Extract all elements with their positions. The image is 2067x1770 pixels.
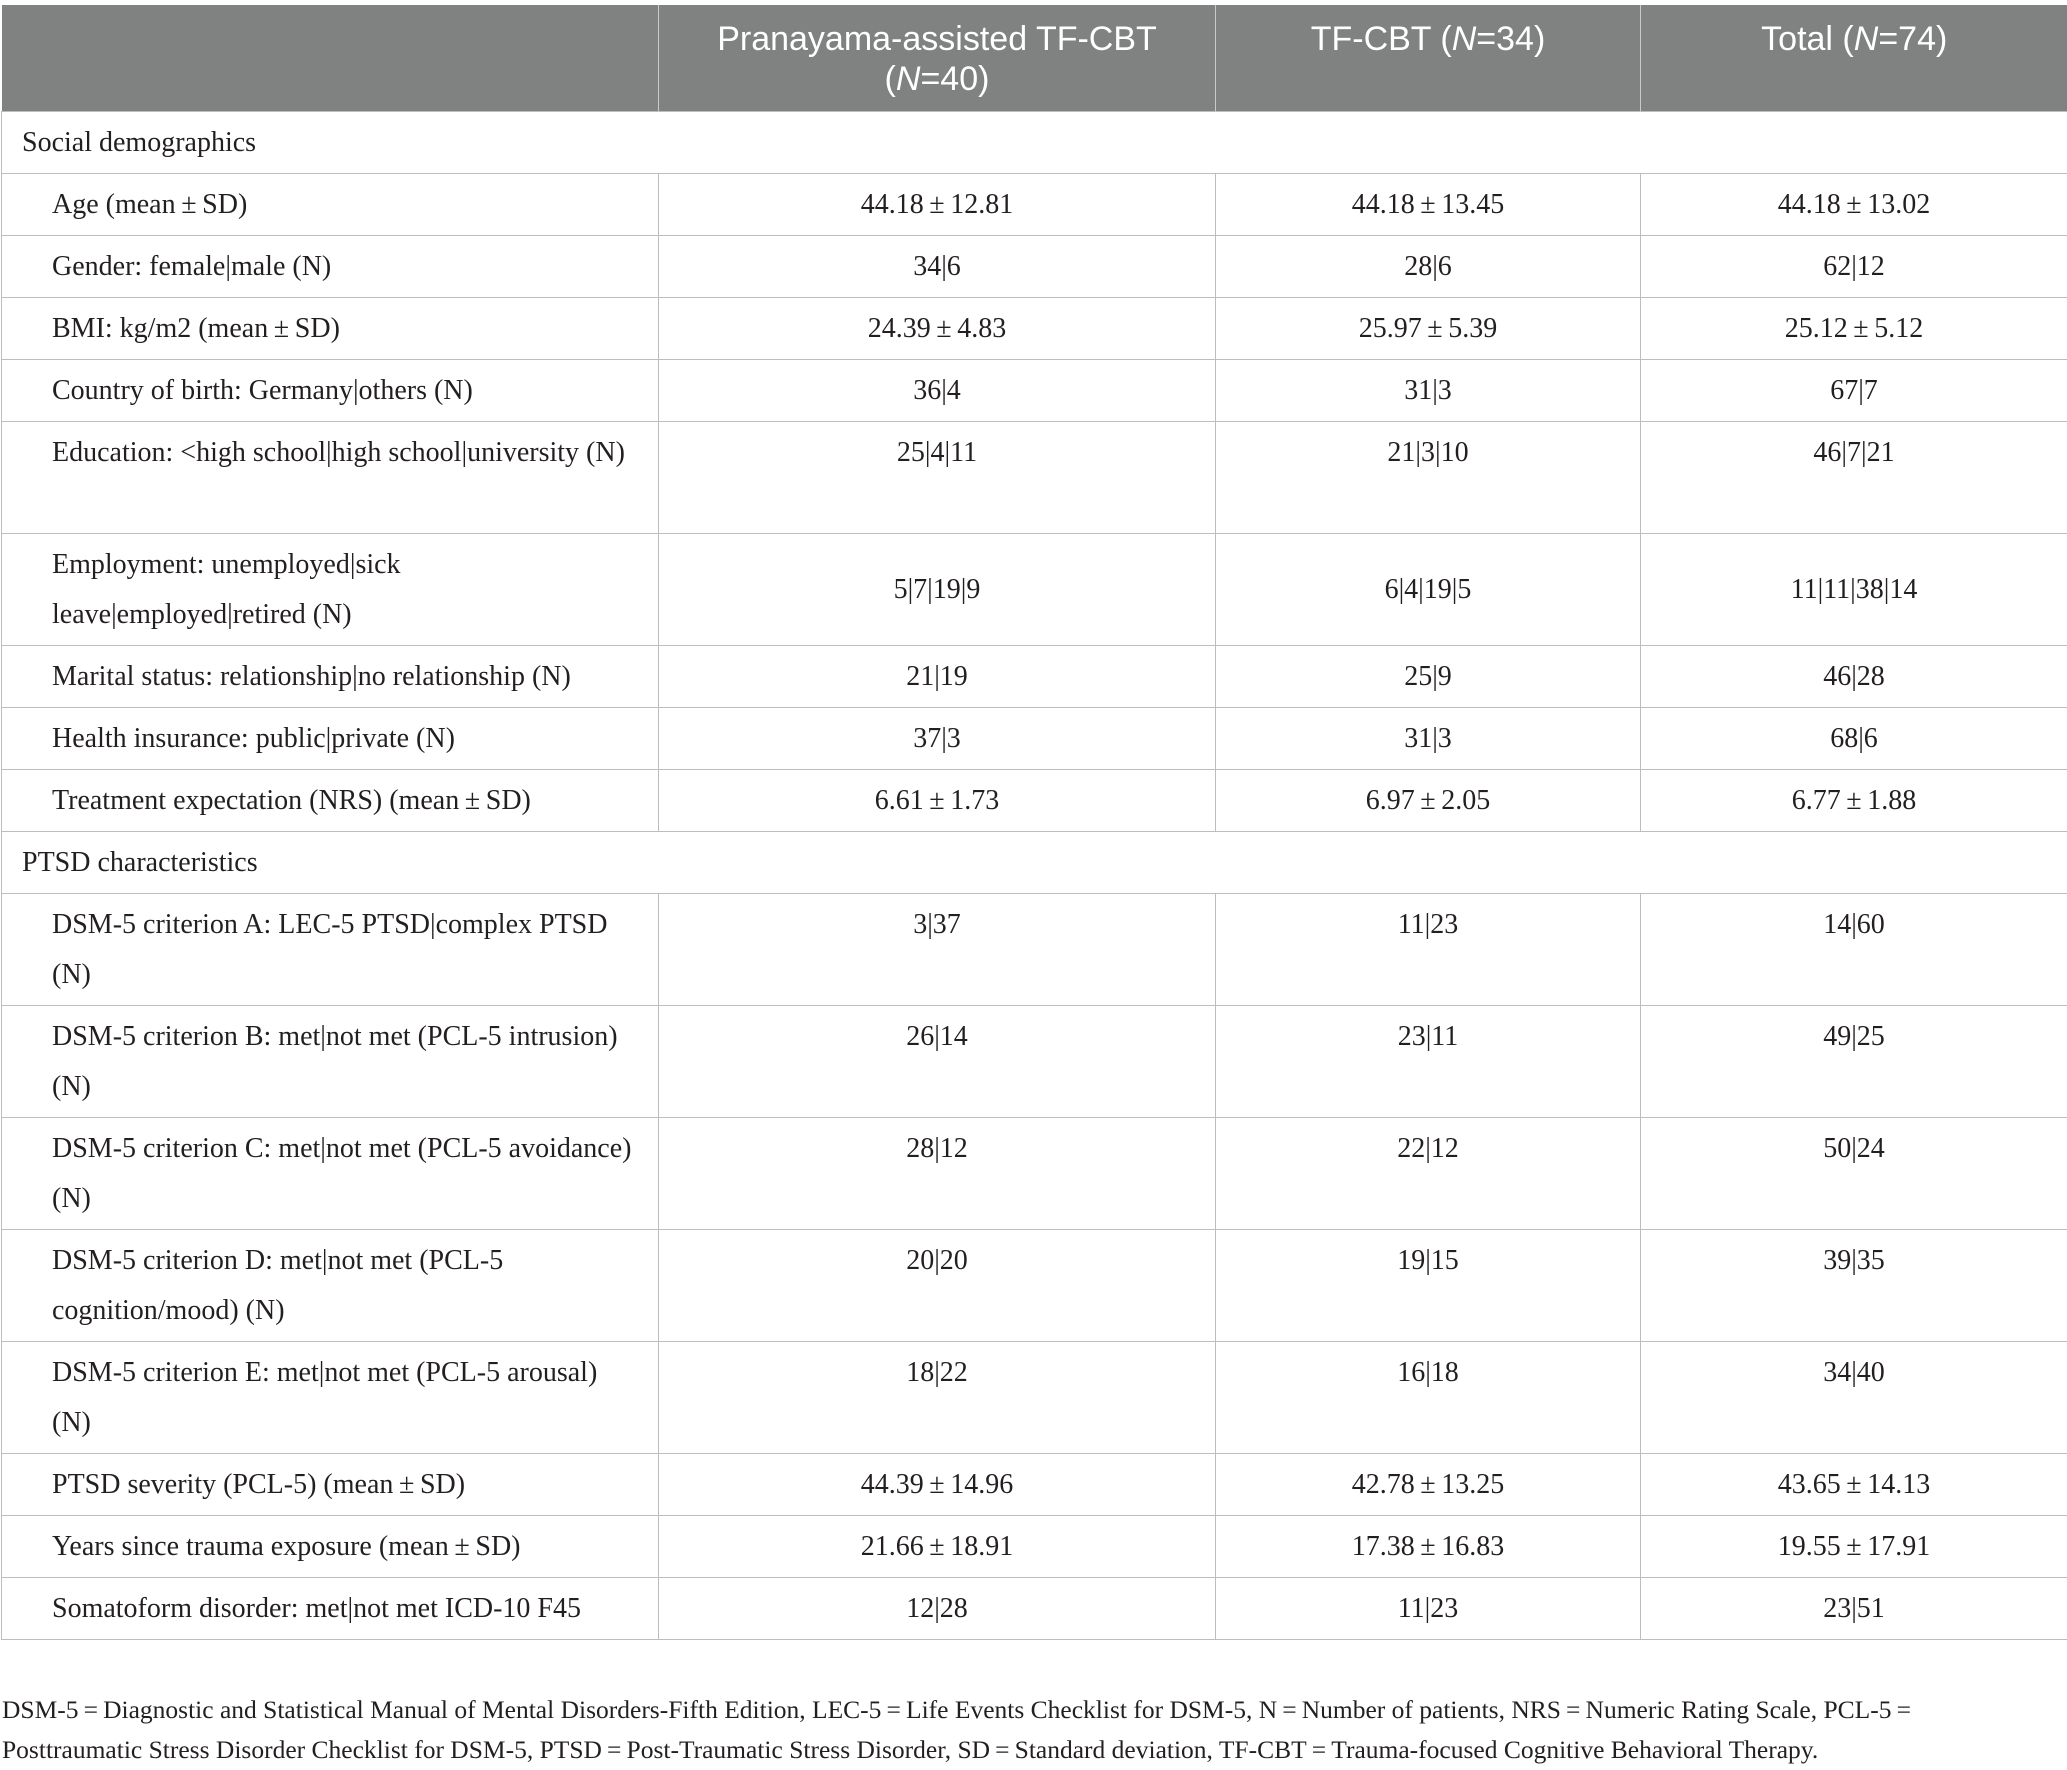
cell-tfcbt: 44.18 ± 13.45 <box>1216 174 1641 236</box>
table-row <box>2 894 2067 1006</box>
cell-tfcbt: 17.38 ± 16.83 <box>1216 1516 1641 1578</box>
cell-pranayama: 25|4|11 <box>659 422 1216 534</box>
demographics-table <box>1 5 2067 1640</box>
cell-total: 25.12 ± 5.12 <box>1641 298 2067 360</box>
cell-tfcbt: 21|3|10 <box>1216 422 1641 534</box>
cell-total: 46|7|21 <box>1641 422 2067 534</box>
row-label: Gender: female|male (N) <box>2 236 659 298</box>
table-row <box>2 646 2067 708</box>
cell-pranayama: 18|22 <box>659 1342 1216 1454</box>
header-pranayama-title: Pranayama-assisted TF-CBT <box>717 20 1157 58</box>
section-row-social-demographics <box>2 112 2067 174</box>
cell-tfcbt: 23|11 <box>1216 1006 1641 1118</box>
cell-total: 19.55 ± 17.91 <box>1641 1516 2067 1578</box>
cell-tfcbt: 6.97 ± 2.05 <box>1216 770 1641 832</box>
table-row <box>2 770 2067 832</box>
cell-pranayama: 20|20 <box>659 1230 1216 1342</box>
cell-total: 46|28 <box>1641 646 2067 708</box>
row-label: DSM-5 criterion E: met|not met (PCL-5 arousal) (N) <box>2 1342 659 1454</box>
header-tfcbt-n-symbol: N <box>1451 20 1477 58</box>
table-row <box>2 1454 2067 1516</box>
row-label: Education: <high school|high school|university (N) <box>2 422 659 534</box>
row-label: DSM-5 criterion C: met|not met (PCL-5 avoidance) (N) <box>2 1118 659 1230</box>
cell-total: 43.65 ± 14.13 <box>1641 1454 2067 1516</box>
header-pranayama-n-value: =40) <box>920 60 990 98</box>
header-tfcbt-n-value: =34) <box>1476 20 1546 58</box>
cell-total: 14|60 <box>1641 894 2067 1006</box>
row-label: DSM-5 criterion A: LEC-5 PTSD|complex PTSD (N) <box>2 894 659 1006</box>
cell-tfcbt: 6|4|19|5 <box>1216 534 1641 646</box>
table-row <box>2 298 2067 360</box>
header-total <box>1641 5 2067 112</box>
cell-pranayama: 5|7|19|9 <box>659 534 1216 646</box>
table-row <box>2 1516 2067 1578</box>
cell-pranayama: 21|19 <box>659 646 1216 708</box>
cell-total: 6.77 ± 1.88 <box>1641 770 2067 832</box>
section-title: PTSD characteristics <box>2 832 2067 894</box>
header-total-n-value: =74) <box>1878 20 1948 58</box>
table-row <box>2 1342 2067 1454</box>
table-row <box>2 236 2067 298</box>
cell-total: 62|12 <box>1641 236 2067 298</box>
table-row <box>2 422 2067 534</box>
header-pranayama-n-symbol: N <box>895 60 921 98</box>
cell-pranayama: 12|28 <box>659 1578 1216 1640</box>
cell-pranayama: 3|37 <box>659 894 1216 1006</box>
cell-tfcbt: 25|9 <box>1216 646 1641 708</box>
row-label: Employment: unemployed|sick leave|employed|retired (N) <box>2 534 659 646</box>
cell-pranayama: 26|14 <box>659 1006 1216 1118</box>
cell-pranayama: 28|12 <box>659 1118 1216 1230</box>
cell-total: 39|35 <box>1641 1230 2067 1342</box>
header-label-column <box>2 5 659 112</box>
cell-tfcbt: 28|6 <box>1216 236 1641 298</box>
row-label: PTSD severity (PCL-5) (mean ± SD) <box>2 1454 659 1516</box>
row-label: Treatment expectation (NRS) (mean ± SD) <box>2 770 659 832</box>
cell-total: 67|7 <box>1641 360 2067 422</box>
cell-pranayama: 6.61 ± 1.73 <box>659 770 1216 832</box>
row-label: BMI: kg/m2 (mean ± SD) <box>2 298 659 360</box>
table-row <box>2 1006 2067 1118</box>
cell-pranayama: 24.39 ± 4.83 <box>659 298 1216 360</box>
cell-pranayama: 37|3 <box>659 708 1216 770</box>
header-pranayama-group: Pranayama-assisted TF-CBT (N=40) <box>659 5 1216 112</box>
header-tfcbt-group <box>1216 5 1641 112</box>
cell-tfcbt: 31|3 <box>1216 708 1641 770</box>
table-row <box>2 708 2067 770</box>
row-label: Marital status: relationship|no relationship (N) <box>2 646 659 708</box>
cell-tfcbt: 22|12 <box>1216 1118 1641 1230</box>
cell-total: 23|51 <box>1641 1578 2067 1640</box>
header-tfcbt-title: TF-CBT ( <box>1310 20 1452 58</box>
cell-total: 11|11|38|14 <box>1641 534 2067 646</box>
table-row <box>2 1118 2067 1230</box>
cell-tfcbt: 31|3 <box>1216 360 1641 422</box>
header-total-title: Total ( <box>1761 20 1854 58</box>
table-footnote: DSM-5 = Diagnostic and Statistical Manual of Mental Disorders-Fifth Edition, LEC-5 = Life Events Checklist for DSM-5, N = Number of patients, NRS = Numeric Rating Scale, PCL-5 = Posttraumatic Stress Disorder Checklist for DSM-5, PTSD = Post-Traumatic Stress Disorder, SD = Standard deviation, TF-CBT = Trauma-focused Cognitive Behavioral Therapy. <box>2 1695 1917 1764</box>
cell-pranayama: 44.39 ± 14.96 <box>659 1454 1216 1516</box>
cell-pranayama: 36|4 <box>659 360 1216 422</box>
table-row <box>2 534 2067 646</box>
cell-pranayama: 34|6 <box>659 236 1216 298</box>
cell-pranayama: 44.18 ± 12.81 <box>659 174 1216 236</box>
cell-tfcbt: 19|15 <box>1216 1230 1641 1342</box>
cell-total: 34|40 <box>1641 1342 2067 1454</box>
row-label: Years since trauma exposure (mean ± SD) <box>2 1516 659 1578</box>
cell-tfcbt: 11|23 <box>1216 894 1641 1006</box>
cell-total: 44.18 ± 13.02 <box>1641 174 2067 236</box>
row-label: DSM-5 criterion B: met|not met (PCL-5 intrusion) (N) <box>2 1006 659 1118</box>
row-label: Health insurance: public|private (N) <box>2 708 659 770</box>
header-total-n-symbol: N <box>1853 20 1879 58</box>
cell-total: 50|24 <box>1641 1118 2067 1230</box>
cell-tfcbt: 25.97 ± 5.39 <box>1216 298 1641 360</box>
cell-total: 68|6 <box>1641 708 2067 770</box>
section-row-ptsd-characteristics <box>2 832 2067 894</box>
table-row <box>2 360 2067 422</box>
row-label: Country of birth: Germany|others (N) <box>2 360 659 422</box>
cell-pranayama: 21.66 ± 18.91 <box>659 1516 1216 1578</box>
header-row <box>2 5 2067 112</box>
table-row <box>2 1230 2067 1342</box>
cell-tfcbt: 16|18 <box>1216 1342 1641 1454</box>
table-row <box>2 174 2067 236</box>
table-row <box>2 1578 2067 1640</box>
cell-total: 49|25 <box>1641 1006 2067 1118</box>
row-label: Somatoform disorder: met|not met ICD-10 F45 <box>2 1578 659 1640</box>
section-title: Social demographics <box>2 112 2067 174</box>
row-label: DSM-5 criterion D: met|not met (PCL-5 cognition/mood) (N) <box>2 1230 659 1342</box>
cell-tfcbt: 11|23 <box>1216 1578 1641 1640</box>
cell-tfcbt: 42.78 ± 13.25 <box>1216 1454 1641 1516</box>
row-label: Age (mean ± SD) <box>2 174 659 236</box>
